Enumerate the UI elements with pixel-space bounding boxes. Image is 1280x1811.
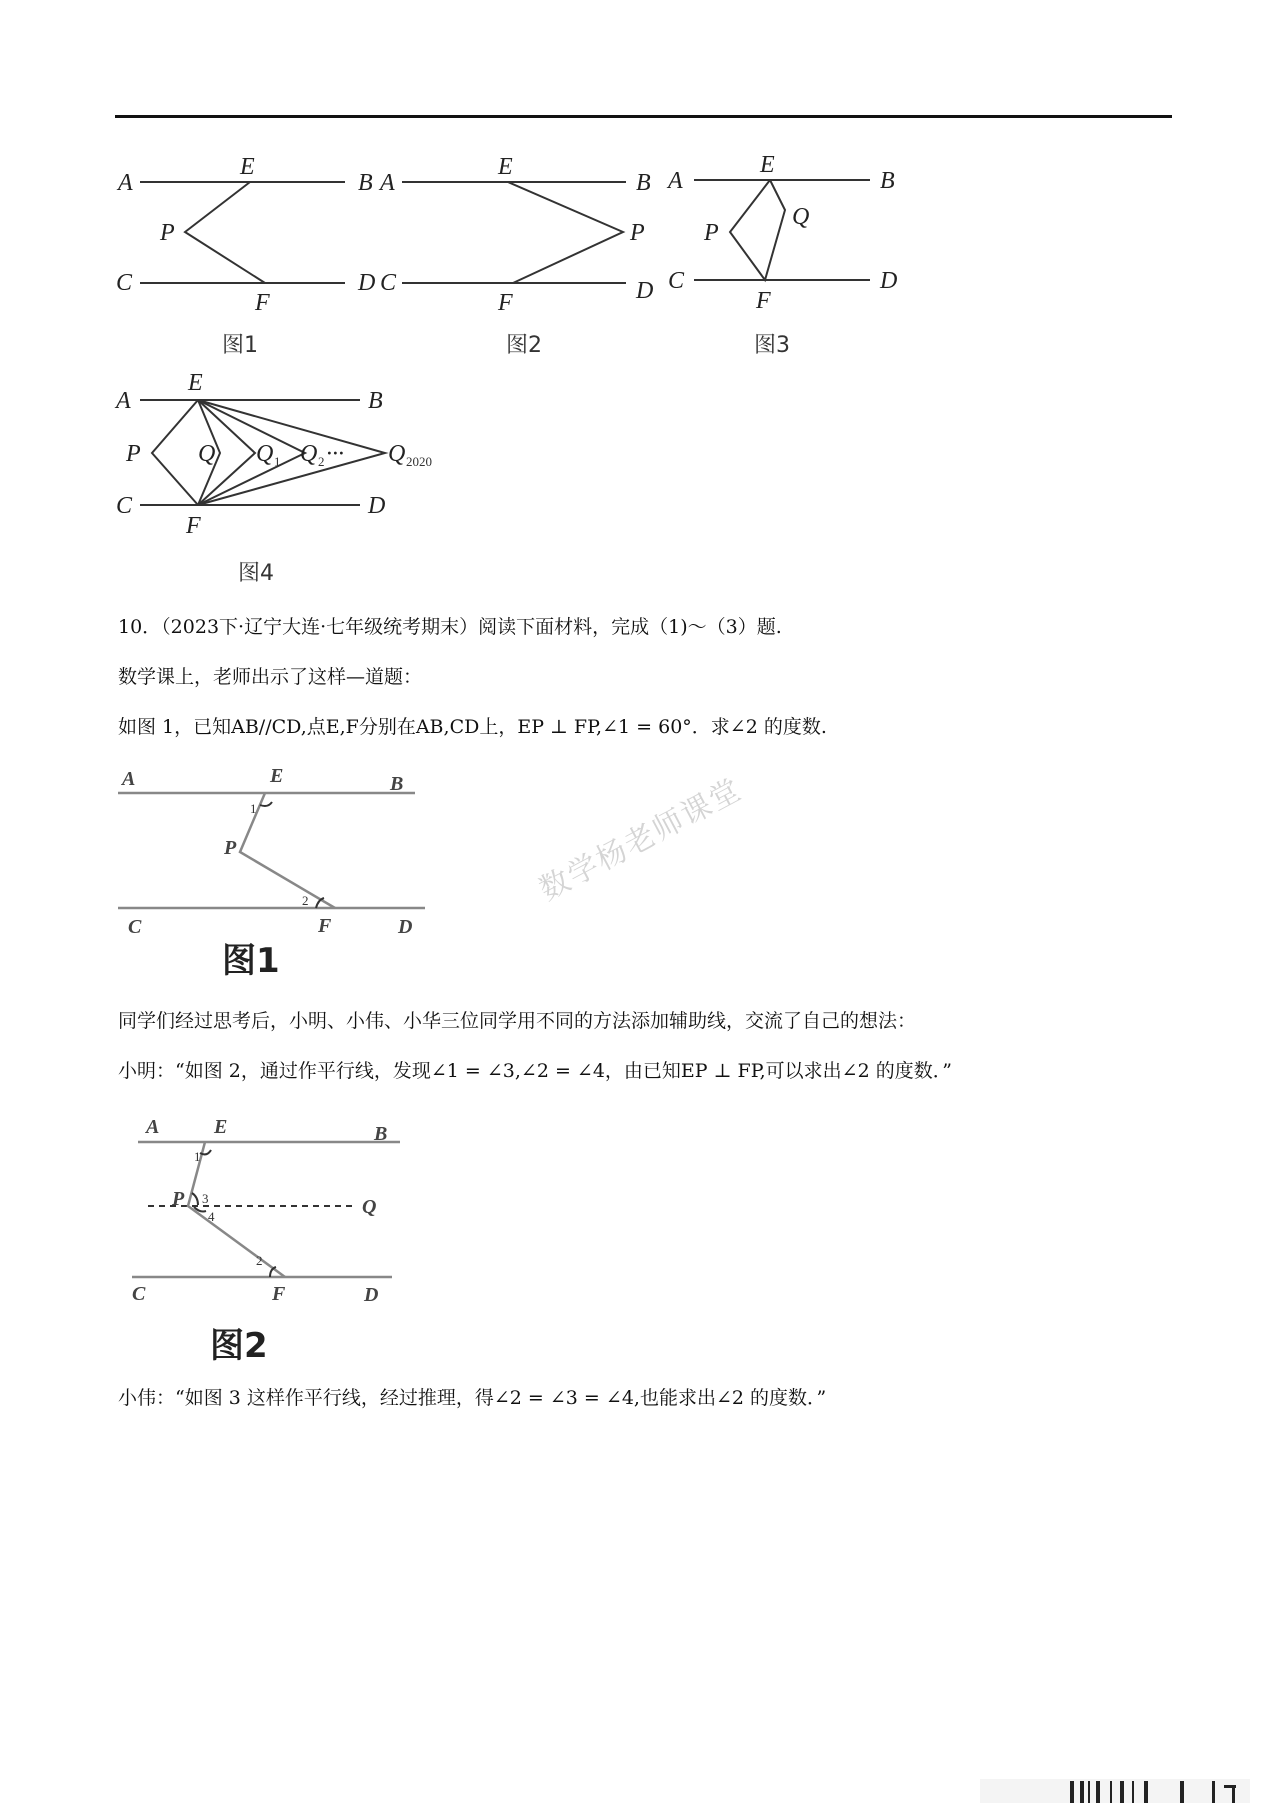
label-p: P <box>704 220 719 246</box>
label-q2: Q <box>300 441 318 467</box>
label-q1-sub: 1 <box>274 454 281 469</box>
label-a: A <box>116 388 131 414</box>
figure-caption: 图4 <box>238 561 274 586</box>
problem-line-3: 同学们经过思考后，小明、小伟、小华三位同学用不同的方法添加辅助线，交流了自己的想法： <box>118 1010 917 1032</box>
footer-mark <box>980 1775 1250 1807</box>
label-b: B <box>880 168 895 194</box>
figure-top-4 <box>110 365 460 590</box>
label-a: A <box>146 1116 160 1138</box>
label-d: D <box>636 278 654 304</box>
label-b: B <box>368 388 383 414</box>
label-c: C <box>132 1283 146 1305</box>
figure-caption: 图1 <box>222 941 280 981</box>
problem-figure-1 <box>110 760 430 985</box>
label-c: C <box>116 270 133 296</box>
label-f: F <box>498 290 513 316</box>
label-e: E <box>214 1116 228 1138</box>
label-angle-2: 2 <box>256 1253 263 1268</box>
label-q: Q <box>362 1196 377 1218</box>
label-f: F <box>255 290 270 316</box>
label-e: E <box>498 154 513 180</box>
label-a: A <box>380 170 395 196</box>
label-e: E <box>760 152 775 178</box>
label-a: A <box>118 170 133 196</box>
label-f: F <box>756 288 771 314</box>
label-dots: ··· <box>326 441 344 467</box>
label-q2-sub: 2 <box>318 454 325 469</box>
problem-heading: 10．（2023下·辽宁大连·七年级统考期末）阅读下面材料，完成（1)～（3）题. <box>118 616 782 638</box>
label-q: Q <box>792 204 810 230</box>
label-d: D <box>358 270 376 296</box>
figure-caption: 图3 <box>754 333 790 358</box>
label-p: P <box>630 220 645 246</box>
label-d: D <box>398 916 413 938</box>
label-p: P <box>126 441 141 467</box>
label-angle-1: 1 <box>194 1149 201 1164</box>
label-b: B <box>636 170 651 196</box>
label-angle-4: 4 <box>208 1209 215 1224</box>
label-e: E <box>188 370 203 396</box>
label-e: E <box>240 154 255 180</box>
label-p: P <box>224 837 237 859</box>
watermark: 数学杨老师课堂 <box>533 771 748 908</box>
label-c: C <box>668 268 685 294</box>
label-f: F <box>272 1283 286 1305</box>
label-b: B <box>390 773 404 795</box>
header-rule <box>115 115 1172 118</box>
figure-caption: 图1 <box>222 333 258 358</box>
label-q1: Q <box>256 441 274 467</box>
label-f: F <box>186 513 201 539</box>
label-c: C <box>116 493 133 519</box>
label-qn: Q <box>388 441 406 467</box>
label-d: D <box>368 493 386 519</box>
label-e: E <box>270 765 284 787</box>
figure-top-1 <box>110 150 400 360</box>
figure-top-2 <box>378 150 678 360</box>
label-p: P <box>160 220 175 246</box>
problem-line-5: 小伟：“如图 3 这样作平行线，经过推理，得∠2 = ∠3 = ∠4,也能求出∠2 的度数．” <box>118 1387 827 1409</box>
label-d: D <box>364 1284 379 1306</box>
figure-caption: 图2 <box>506 333 542 358</box>
problem-line-1: 数学课上，老师出示了这样—道题： <box>118 666 423 688</box>
label-angle-1: 1 <box>250 801 257 816</box>
label-c: C <box>380 270 397 296</box>
problem-figure-2 <box>110 1105 430 1375</box>
label-qn-sub: 2020 <box>406 454 432 469</box>
label-d: D <box>880 268 898 294</box>
figure-top-3 <box>660 150 920 360</box>
label-q: Q <box>198 441 216 467</box>
problem-line-2: 如图 1，已知AB//CD,点E,F分别在AB,CD上，EP ⊥ FP,∠1 = 60°．求∠2 的度数. <box>118 716 827 738</box>
problem-line-4: 小明：“如图 2，通过作平行线，发现∠1 = ∠3,∠2 = ∠4，由已知EP ⊥ FP,可以求出∠2 的度数．” <box>118 1060 952 1082</box>
label-f: F <box>318 915 332 937</box>
label-p: P <box>172 1188 185 1210</box>
label-b: B <box>358 170 373 196</box>
label-b: B <box>374 1123 388 1145</box>
label-a: A <box>668 168 683 194</box>
label-angle-3: 3 <box>202 1191 209 1206</box>
label-a: A <box>122 768 136 790</box>
label-angle-2: 2 <box>302 893 309 908</box>
label-c: C <box>128 916 142 938</box>
figure-caption: 图2 <box>210 1326 268 1366</box>
